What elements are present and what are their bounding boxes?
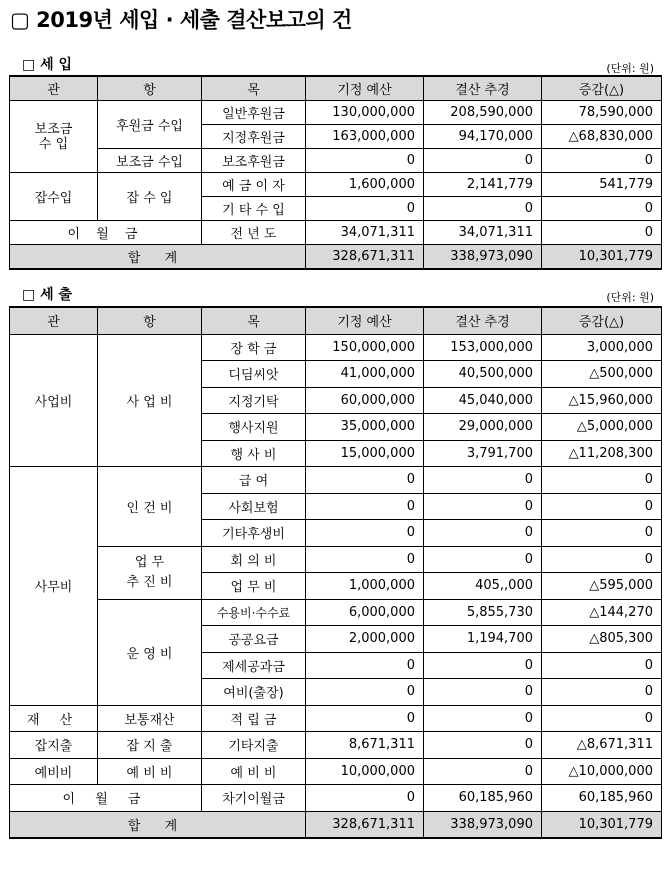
row-budget: 35,000,000 bbox=[306, 414, 424, 441]
header-gwan: 관 bbox=[10, 76, 98, 101]
expense-hang-business-promotion: 업 무 추 진 비 bbox=[98, 546, 202, 599]
row-settlement: 0 bbox=[424, 520, 542, 547]
row-change: 0 bbox=[542, 467, 662, 494]
income-hang-donation: 후원금 수입 bbox=[98, 101, 202, 149]
row-item: 전 년 도 bbox=[202, 221, 306, 245]
row-change: △15,960,000 bbox=[542, 387, 662, 414]
row-item: 예 금 이 자 bbox=[202, 173, 306, 197]
row-budget: 6,000,000 bbox=[306, 599, 424, 626]
row-change: 0 bbox=[542, 679, 662, 706]
row-change: △144,270 bbox=[542, 599, 662, 626]
expense-hang-property: 보통재산 bbox=[98, 705, 202, 732]
total-change: 10,301,779 bbox=[542, 811, 662, 838]
row-budget: 10,000,000 bbox=[306, 758, 424, 785]
row-change: 0 bbox=[542, 705, 662, 732]
header-budget: 기정 예산 bbox=[306, 76, 424, 101]
row-budget: 150,000,000 bbox=[306, 334, 424, 361]
row-change: 0 bbox=[542, 221, 662, 245]
table-row bbox=[10, 599, 662, 626]
row-settlement: 3,791,700 bbox=[424, 440, 542, 467]
expense-gwan-property: 재 산 bbox=[10, 705, 98, 732]
row-budget: 163,000,000 bbox=[306, 125, 424, 149]
row-change: 3,000,000 bbox=[542, 334, 662, 361]
row-item: 기타지출 bbox=[202, 732, 306, 759]
row-budget: 2,000,000 bbox=[306, 626, 424, 653]
row-settlement: 1,194,700 bbox=[424, 626, 542, 653]
row-budget: 0 bbox=[306, 705, 424, 732]
expense-section-label: □ 세 출 bbox=[22, 287, 73, 303]
row-item: 행사지원 bbox=[202, 414, 306, 441]
expense-header-row bbox=[10, 307, 662, 334]
expense-gwan-misc: 잡지출 bbox=[10, 732, 98, 759]
table-row bbox=[10, 334, 662, 361]
income-unit-label: (단위: 원) bbox=[606, 62, 654, 75]
row-budget: 0 bbox=[306, 520, 424, 547]
header-hang: 항 bbox=[98, 76, 202, 101]
header-budget: 기정 예산 bbox=[306, 307, 424, 334]
row-settlement: 0 bbox=[424, 652, 542, 679]
row-settlement: 2,141,779 bbox=[424, 173, 542, 197]
row-item: 제세공과금 bbox=[202, 652, 306, 679]
total-budget: 328,671,311 bbox=[306, 245, 424, 270]
row-change: △805,300 bbox=[542, 626, 662, 653]
expense-hang-operations: 운 영 비 bbox=[98, 599, 202, 705]
header-settlement: 결산 추경 bbox=[424, 76, 542, 101]
row-settlement: 34,071,311 bbox=[424, 221, 542, 245]
table-row bbox=[10, 173, 662, 197]
row-item: 행 사 비 bbox=[202, 440, 306, 467]
row-settlement: 0 bbox=[424, 493, 542, 520]
row-item: 차기이월금 bbox=[202, 785, 306, 812]
header-hang: 항 bbox=[98, 307, 202, 334]
row-budget: 15,000,000 bbox=[306, 440, 424, 467]
expense-total-row bbox=[10, 811, 662, 838]
income-total-row bbox=[10, 245, 662, 270]
income-gwan-subsidy: 보조금 수 입 bbox=[10, 101, 98, 173]
row-budget: 0 bbox=[306, 493, 424, 520]
table-row bbox=[10, 546, 662, 573]
row-settlement: 0 bbox=[424, 758, 542, 785]
row-change: △595,000 bbox=[542, 573, 662, 600]
row-item: 일반후원금 bbox=[202, 101, 306, 125]
income-header-row bbox=[10, 76, 662, 101]
row-budget: 0 bbox=[306, 197, 424, 221]
row-budget: 34,071,311 bbox=[306, 221, 424, 245]
row-item: 기 타 수 입 bbox=[202, 197, 306, 221]
row-change: △68,830,000 bbox=[542, 125, 662, 149]
row-item: 공공요금 bbox=[202, 626, 306, 653]
row-item: 예 비 비 bbox=[202, 758, 306, 785]
row-change: 0 bbox=[542, 197, 662, 221]
expense-unit-label: (단위: 원) bbox=[606, 291, 654, 304]
header-settlement: 결산 추경 bbox=[424, 307, 542, 334]
expense-hang-reserve: 예 비 비 bbox=[98, 758, 202, 785]
expense-gwan-office: 사무비 bbox=[10, 467, 98, 706]
row-budget: 0 bbox=[306, 785, 424, 812]
row-settlement: 0 bbox=[424, 546, 542, 573]
row-item: 급 여 bbox=[202, 467, 306, 494]
table-row bbox=[10, 467, 662, 494]
row-budget: 41,000,000 bbox=[306, 361, 424, 388]
row-settlement: 0 bbox=[424, 197, 542, 221]
row-budget: 1,000,000 bbox=[306, 573, 424, 600]
row-item: 사회보험 bbox=[202, 493, 306, 520]
row-budget: 0 bbox=[306, 467, 424, 494]
row-item: 기타후생비 bbox=[202, 520, 306, 547]
total-settlement: 338,973,090 bbox=[424, 245, 542, 270]
row-item: 장 학 금 bbox=[202, 334, 306, 361]
row-item: 지정기탁 bbox=[202, 387, 306, 414]
row-settlement: 0 bbox=[424, 467, 542, 494]
header-gwan: 관 bbox=[10, 307, 98, 334]
expense-hang-misc: 잡 지 출 bbox=[98, 732, 202, 759]
row-change: 541,779 bbox=[542, 173, 662, 197]
row-budget: 0 bbox=[306, 652, 424, 679]
row-change: 0 bbox=[542, 652, 662, 679]
expense-gwan-business: 사업비 bbox=[10, 334, 98, 467]
row-budget: 0 bbox=[306, 679, 424, 706]
row-change: △10,000,000 bbox=[542, 758, 662, 785]
row-change: 0 bbox=[542, 493, 662, 520]
row-item: 여비(출장) bbox=[202, 679, 306, 706]
table-row bbox=[10, 221, 662, 245]
row-change: △5,000,000 bbox=[542, 414, 662, 441]
income-table bbox=[9, 75, 662, 270]
row-budget: 1,600,000 bbox=[306, 173, 424, 197]
table-row bbox=[10, 732, 662, 759]
row-settlement: 405,,000 bbox=[424, 573, 542, 600]
row-settlement: 0 bbox=[424, 705, 542, 732]
row-change: 60,185,960 bbox=[542, 785, 662, 812]
row-change: 0 bbox=[542, 149, 662, 173]
row-settlement: 0 bbox=[424, 732, 542, 759]
row-settlement: 5,855,730 bbox=[424, 599, 542, 626]
row-settlement: 94,170,000 bbox=[424, 125, 542, 149]
table-row bbox=[10, 149, 662, 173]
row-budget: 130,000,000 bbox=[306, 101, 424, 125]
row-item: 디딤씨앗 bbox=[202, 361, 306, 388]
row-settlement: 60,185,960 bbox=[424, 785, 542, 812]
income-section-label: □ 세 입 bbox=[22, 57, 73, 73]
row-change: 0 bbox=[542, 520, 662, 547]
income-hang-subsidy: 보조금 수입 bbox=[98, 149, 202, 173]
total-change: 10,301,779 bbox=[542, 245, 662, 270]
header-change: 증감(△) bbox=[542, 307, 662, 334]
row-item: 회 의 비 bbox=[202, 546, 306, 573]
income-gwan-carryover: 이 월 금 bbox=[10, 221, 202, 245]
header-mok: 목 bbox=[202, 307, 306, 334]
row-budget: 8,671,311 bbox=[306, 732, 424, 759]
expense-hang-personnel: 인 건 비 bbox=[98, 467, 202, 547]
header-change: 증감(△) bbox=[542, 76, 662, 101]
row-item: 적 립 금 bbox=[202, 705, 306, 732]
row-change: 78,590,000 bbox=[542, 101, 662, 125]
table-row bbox=[10, 758, 662, 785]
row-item: 수용비·수수료 bbox=[202, 599, 306, 626]
row-change: 0 bbox=[542, 546, 662, 573]
expense-table bbox=[9, 306, 662, 839]
row-budget: 0 bbox=[306, 149, 424, 173]
row-settlement: 29,000,000 bbox=[424, 414, 542, 441]
expense-hang-business: 사 업 비 bbox=[98, 334, 202, 467]
row-budget: 0 bbox=[306, 546, 424, 573]
row-change: △11,208,300 bbox=[542, 440, 662, 467]
row-item: 보조후원금 bbox=[202, 149, 306, 173]
row-change: △8,671,311 bbox=[542, 732, 662, 759]
table-row bbox=[10, 705, 662, 732]
header-mok: 목 bbox=[202, 76, 306, 101]
document-title: ▢ 2019년 세입 · 세출 결산보고의 건 bbox=[10, 8, 352, 32]
row-item: 업 무 비 bbox=[202, 573, 306, 600]
expense-gwan-reserve: 예비비 bbox=[10, 758, 98, 785]
income-hang-misc: 잡 수 입 bbox=[98, 173, 202, 221]
total-label: 합 계 bbox=[10, 245, 306, 270]
table-row bbox=[10, 101, 662, 125]
row-change: △500,000 bbox=[542, 361, 662, 388]
row-settlement: 0 bbox=[424, 679, 542, 706]
total-label: 합 계 bbox=[10, 811, 306, 838]
row-item: 지정후원금 bbox=[202, 125, 306, 149]
expense-gwan-carryover: 이 월 금 bbox=[10, 785, 202, 812]
total-budget: 328,671,311 bbox=[306, 811, 424, 838]
total-settlement: 338,973,090 bbox=[424, 811, 542, 838]
row-budget: 60,000,000 bbox=[306, 387, 424, 414]
income-gwan-misc: 잡수입 bbox=[10, 173, 98, 221]
row-settlement: 208,590,000 bbox=[424, 101, 542, 125]
row-settlement: 0 bbox=[424, 149, 542, 173]
table-row bbox=[10, 785, 662, 812]
row-settlement: 40,500,000 bbox=[424, 361, 542, 388]
row-settlement: 153,000,000 bbox=[424, 334, 542, 361]
row-settlement: 45,040,000 bbox=[424, 387, 542, 414]
